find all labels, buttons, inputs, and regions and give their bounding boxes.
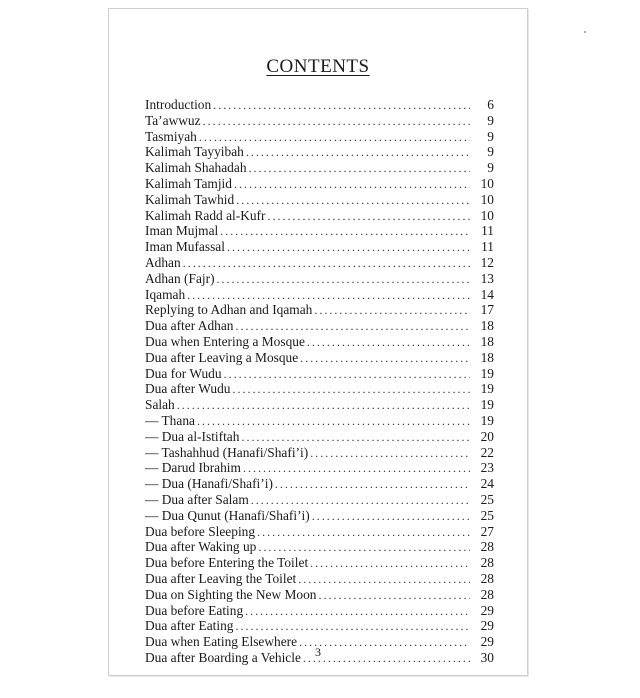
toc-entry [145,239,494,255]
toc-entry-page: 28 [480,586,494,602]
toc-entry [145,571,494,587]
toc-entry-title: Dua after Leaving a Mosque [145,349,299,365]
toc-entry-page: 10 [480,207,494,223]
toc-entry-page: 12 [480,254,494,270]
dot-leader [314,303,470,319]
toc-entry [145,223,494,239]
toc-entry-page: 29 [480,634,494,650]
dot-leader [258,540,470,556]
toc-entry-page: 23 [480,460,494,476]
dot-leader [199,130,470,146]
toc-entry [145,460,494,476]
contents-heading [109,56,527,78]
dot-leader [227,240,470,256]
toc-entry [145,318,494,334]
toc-entry-page: 30 [480,649,494,665]
dot-leader [217,272,470,288]
toc-entry-title: Dua when Entering a Mosque [145,333,305,349]
toc-entry [145,397,494,413]
dot-leader [183,256,470,272]
contents-title: CONTENTS [266,56,370,77]
toc-entry [145,208,494,224]
dot-leader [300,351,470,367]
toc-entry-page: 6 [487,97,494,112]
dot-leader [267,209,470,225]
toc-entry-title: Kalimah Radd al-Kufr [145,207,266,223]
toc-entry-title: Iqamah [145,286,186,302]
toc-entry-title: Dua for Wudu [145,365,222,381]
dot-leader [241,430,470,446]
toc-entry-title: Dua after Wudu [145,381,231,397]
toc-entry-page: 18 [480,318,494,334]
toc-entry-title: — Darud Ibrahim [145,460,241,476]
dot-leader [220,224,470,240]
toc-entry-page: 11 [481,239,494,255]
dot-leader [213,98,470,114]
toc-entry-title: Dua on Sighting the New Moon [145,586,317,602]
toc-entry-title: Dua after Eating [145,618,234,634]
toc-entry-page: 9 [487,128,494,144]
toc-entry-page: 22 [480,444,494,460]
toc-entry-title: Dua after Boarding a Vehicle [145,649,301,665]
dot-leader [177,398,470,414]
toc-entry-page: 19 [480,412,494,428]
toc-entry-page: 29 [480,602,494,618]
toc-entry-title: Iman Mufassal [145,239,225,255]
toc-entry-page: 28 [480,570,494,586]
toc-entry [145,445,494,461]
toc-entry [145,413,494,429]
toc-entry [145,508,494,524]
toc-entry-page: 28 [480,555,494,571]
toc-entry-page: 19 [480,397,494,413]
toc-entry-title: Dua before Eating [145,602,244,618]
toc-entry-title: Kalimah Tayyibah [145,144,244,160]
toc-entry-title: — Thana [145,412,195,428]
toc-entry-title: Salah [145,397,175,413]
toc-entry-page: 27 [480,523,494,539]
dot-leader [310,446,470,462]
toc-entry-page: 25 [480,507,494,523]
dot-leader [234,177,470,193]
toc-entry [145,492,494,508]
dot-leader [310,556,470,572]
toc-entry-page: 25 [480,491,494,507]
toc-entry-page: 9 [487,144,494,160]
toc-entry-title: Tasmiyah [145,128,197,144]
toc-entry-page: 20 [480,428,494,444]
toc-entry-title: Kalimah Tamjid [145,175,232,191]
page-number: 3 [315,645,321,659]
dot-leader [224,367,470,383]
toc-entry [145,524,494,540]
toc-entry-page: 9 [487,160,494,176]
toc-entry-title: Kalimah Shahadah [145,160,247,176]
toc-entry [145,113,494,129]
dot-leader [307,335,470,351]
toc-entry-title: Dua when Eating Elsewhere [145,634,298,650]
dot-leader [197,414,470,430]
toc-entry [145,618,494,634]
toc-entry-page: 24 [480,476,494,492]
toc-entry-page: 11 [481,223,494,239]
dot-leader [298,572,470,588]
toc-entry-title: Kalimah Tawhid [145,191,235,207]
toc-entry-title: — Dua Qunut (Hanafi/Shafi’i) [145,507,310,523]
dot-leader [275,477,470,493]
toc-entry [145,366,494,382]
toc-entry-title: Dua after Waking up [145,539,257,555]
dot-leader [236,319,471,335]
toc-entry [145,176,494,192]
dot-leader [246,145,470,161]
toc-entry-page: 10 [480,191,494,207]
toc-entry-title: — Dua (Hanafi/Shafi’i) [145,476,273,492]
dot-leader [251,493,470,509]
dot-leader [312,509,470,525]
toc-entry-page: 17 [480,302,494,318]
toc-entry [145,539,494,555]
toc-entry [145,160,494,176]
dot-leader [235,619,470,635]
dot-leader [318,588,470,604]
toc-entry [145,302,494,318]
toc-entry-page: 14 [480,286,494,302]
toc-entry [145,381,494,397]
toc-entry-page: 13 [480,270,494,286]
toc-entry [145,97,494,113]
toc-entry-title: Dua after Leaving the Toilet [145,570,297,586]
toc-entry [145,192,494,208]
table-of-contents [145,97,494,666]
toc-entry-title: Introduction [145,97,212,112]
dot-leader [203,114,470,130]
toc-entry-title: Dua before Entering the Toilet [145,555,309,571]
toc-entry-page: 18 [480,333,494,349]
toc-entry [145,350,494,366]
scan-speck [584,31,586,33]
dot-leader [187,288,470,304]
dot-leader [243,461,470,477]
toc-entry [145,255,494,271]
toc-entry [145,271,494,287]
toc-entry-title: Ta’awwuz [145,112,201,128]
toc-entry [145,334,494,350]
book-page [108,8,528,676]
toc-entry [145,555,494,571]
toc-entry [145,587,494,603]
dot-leader [245,604,470,620]
toc-entry [145,603,494,619]
toc-entry [145,129,494,145]
toc-entry-title: Adhan (Fajr) [145,270,215,286]
dot-leader [232,382,470,398]
toc-entry [145,144,494,160]
toc-entry-page: 10 [480,175,494,191]
dot-leader [257,525,470,541]
toc-entry-title: — Dua al-Istiftah [145,428,240,444]
toc-entry-title: Replying to Adhan and Iqamah [145,302,313,318]
toc-entry-page: 18 [480,349,494,365]
dot-leader [249,161,470,177]
toc-entry-page: 9 [487,112,494,128]
toc-entry-page: 19 [480,365,494,381]
toc-entry-title: Iman Mujmal [145,223,219,239]
toc-entry-page: 19 [480,381,494,397]
toc-entry-title: Dua before Sleeping [145,523,256,539]
toc-entry-title: Adhan [145,254,181,270]
toc-entry-title: — Tashahhud (Hanafi/Shafi’i) [145,444,309,460]
toc-entry [145,429,494,445]
toc-entry [145,476,494,492]
toc-entry [145,287,494,303]
dot-leader [236,193,470,209]
toc-entry-page: 28 [480,539,494,555]
toc-entry-page: 29 [480,618,494,634]
toc-entry-title: — Dua after Salam [145,491,249,507]
toc-entry-title: Dua after Adhan [145,318,234,334]
